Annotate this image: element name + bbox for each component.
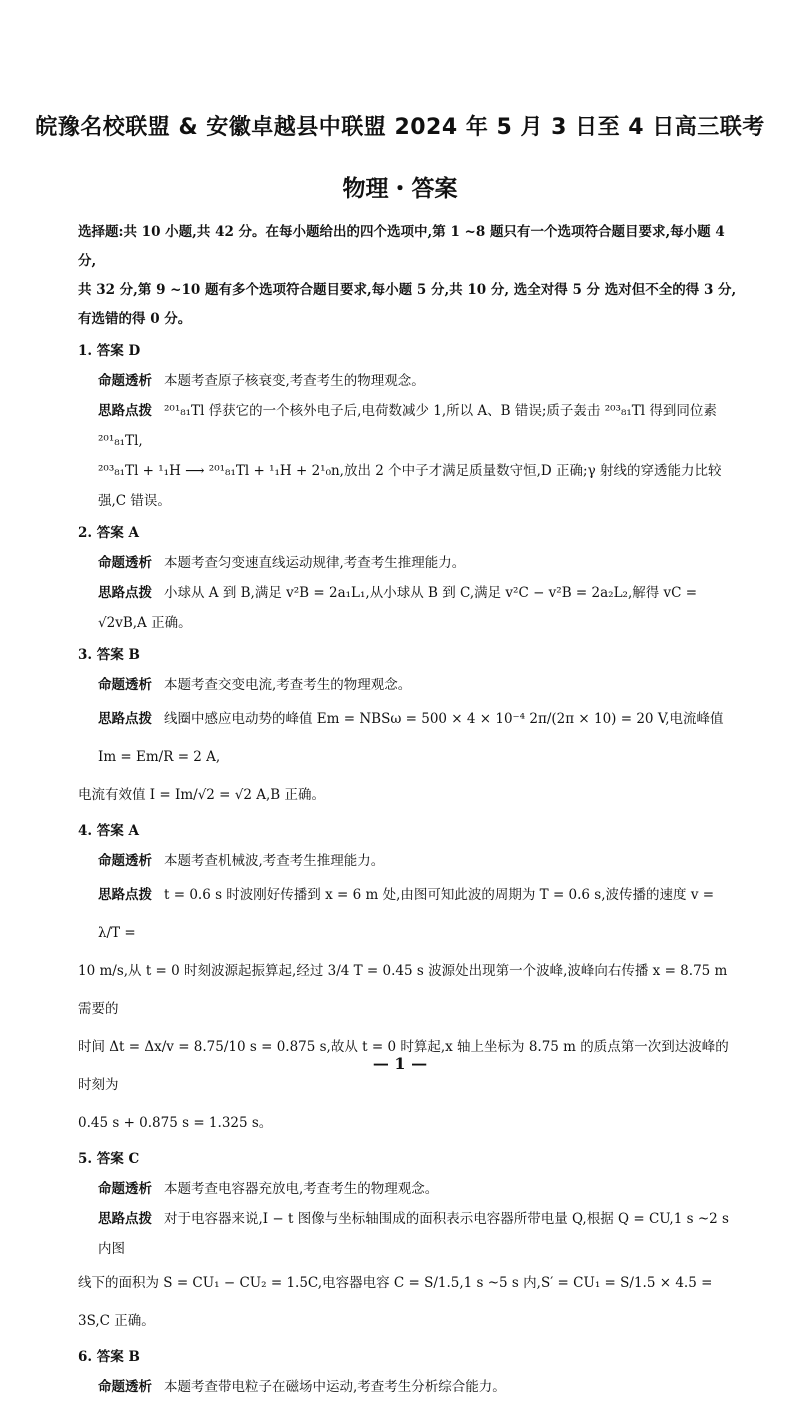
hint-row: [78, 1204, 738, 1264]
answer-heading: 3. 答案 B: [78, 647, 140, 663]
intro-line-3: 有选错的得 0 分。: [78, 311, 192, 327]
analysis-text: 本题考查电容器充放电,考查考生的物理观念。: [164, 1181, 439, 1197]
analysis-row: [78, 366, 738, 396]
answer-heading: 4. 答案 A: [78, 823, 139, 839]
hint-text: 小球从 A 到 B,满足 v²B = 2a₁L₁,从小球从 B 到 C,满足 v²C − v²B = 2a₂L₂,解得 vC = √2vB,A 正确。: [98, 585, 698, 631]
hint-text: t = 0.6 s 时波刚好传播到 x = 6 m 处,由图可知此波的周期为 T = 0.6 s,波传播的速度 v = λ/T =: [98, 887, 715, 941]
analysis-text: 本题考查机械波,考查考生推理能力。: [164, 853, 385, 869]
body-line: 10 m/s,从 t = 0 时刻波源起振算起,经过 3/4 T = 0.45 s 波源处出现第一个波峰,波峰向右传播 x = 8.75 m 需要的: [78, 963, 728, 1017]
hint-label: 思路点拨: [98, 887, 152, 903]
page-number: — 1 —: [372, 1054, 428, 1073]
analysis-text: 本题考查原子核衰变,考查考生的物理观念。: [164, 373, 425, 389]
body-line: 线下的面积为 S = CU₁ − CU₂ = 1.5C,电容器电容 C = S/1.5,1 s ~5 s 内,S′ = CU₁ = S/1.5 × 4.5 = 3S,C 正确。: [78, 1275, 713, 1329]
question-5: [78, 1144, 738, 1340]
question-1: [78, 336, 738, 516]
hint-label: 思路点拨: [98, 1211, 152, 1227]
analysis-label: 命题透析: [98, 1181, 152, 1197]
hint-text: ²⁰¹₈₁Tl 俘获它的一个核外电子后,电荷数减少 1,所以 A、B 错误;质子轰击 ²⁰³₈₁Tl 得到同位素 ²⁰¹₈₁Tl,: [98, 403, 717, 449]
exam-title: 皖豫名校联盟 & 安徽卓越县中联盟 2024 年 5 月 3 日至 4 日高三联考: [35, 115, 765, 140]
analysis-text: 本题考查匀变速直线运动规律,考查考生推理能力。: [164, 555, 466, 571]
answer-heading: 2. 答案 A: [78, 525, 139, 541]
question-2: [78, 518, 738, 638]
answer-heading: 1. 答案 D: [78, 343, 141, 359]
answer-heading: 6. 答案 B: [78, 1349, 140, 1365]
hint-row: [78, 700, 738, 776]
analysis-label: 命题透析: [98, 1379, 152, 1395]
hint-text: 线圈中感应电动势的峰值 Em = NBSω = 500 × 4 × 10⁻⁴ 2π/(2π × 10) = 20 V,电流峰值 Im = Em/R = 2 A,: [98, 711, 724, 765]
answer-content: [78, 218, 738, 1402]
answer-heading: 5. 答案 C: [78, 1151, 140, 1167]
hint-label: 思路点拨: [98, 403, 152, 419]
analysis-row: [78, 1174, 738, 1204]
hint-row: [78, 396, 738, 456]
hint-text: ²⁰³₈₁Tl + ¹₁H ⟶ ²⁰¹₈₁Tl + ¹₁H + 2¹₀n,放出 2 个中子才满足质量数守恒,D 正确;γ 射线的穿透能力比较强,C 错误。: [98, 463, 722, 509]
hint-label: 思路点拨: [98, 711, 152, 727]
question-3: [78, 640, 738, 814]
analysis-label: 命题透析: [98, 677, 152, 693]
hint-row: [78, 578, 738, 638]
body-line: 电流有效值 I = Im/√2 = √2 A,B 正确。: [78, 787, 326, 803]
body-line: 时间 Δt = Δx/v = 8.75/10 s = 0.875 s,故从 t = 0 时算起,x 轴上坐标为 8.75 m 的质点第一次到达波峰的时刻为: [78, 1039, 729, 1093]
analysis-row: [78, 846, 738, 876]
hint-text: 对于电容器来说,I − t 图像与坐标轴围成的面积表示电容器所带电量 Q,根据 Q = CU,1 s ~2 s 内图: [98, 1211, 729, 1257]
analysis-text: 本题考查交变电流,考查考生的物理观念。: [164, 677, 412, 693]
analysis-label: 命题透析: [98, 555, 152, 571]
analysis-label: 命题透析: [98, 853, 152, 869]
question-6: [78, 1342, 738, 1402]
hint-continuation: [78, 456, 738, 516]
intro-line-1: 选择题:共 10 小题,共 42 分。在每小题给出的四个选项中,第 1 ~8 题只有一个选项符合题目要求,每小题 4 分,: [78, 224, 725, 269]
analysis-row: [78, 548, 738, 578]
body-line: 0.45 s + 0.875 s = 1.325 s。: [78, 1115, 273, 1131]
analysis-text: 本题考查带电粒子在磁场中运动,考查考生分析综合能力。: [164, 1379, 506, 1395]
analysis-row: [78, 1372, 738, 1402]
exam-subtitle: 物理・答案: [342, 176, 458, 202]
question-4: [78, 816, 738, 1142]
analysis-row: [78, 670, 738, 700]
analysis-label: 命题透析: [98, 373, 152, 389]
intro-line-2: 共 32 分,第 9 ~10 题有多个选项符合题目要求,每小题 5 分,共 10 分, 选全对得 5 分 选对但不全的得 3 分,: [78, 282, 737, 298]
hint-label: 思路点拨: [98, 585, 152, 601]
hint-row: [78, 876, 738, 952]
